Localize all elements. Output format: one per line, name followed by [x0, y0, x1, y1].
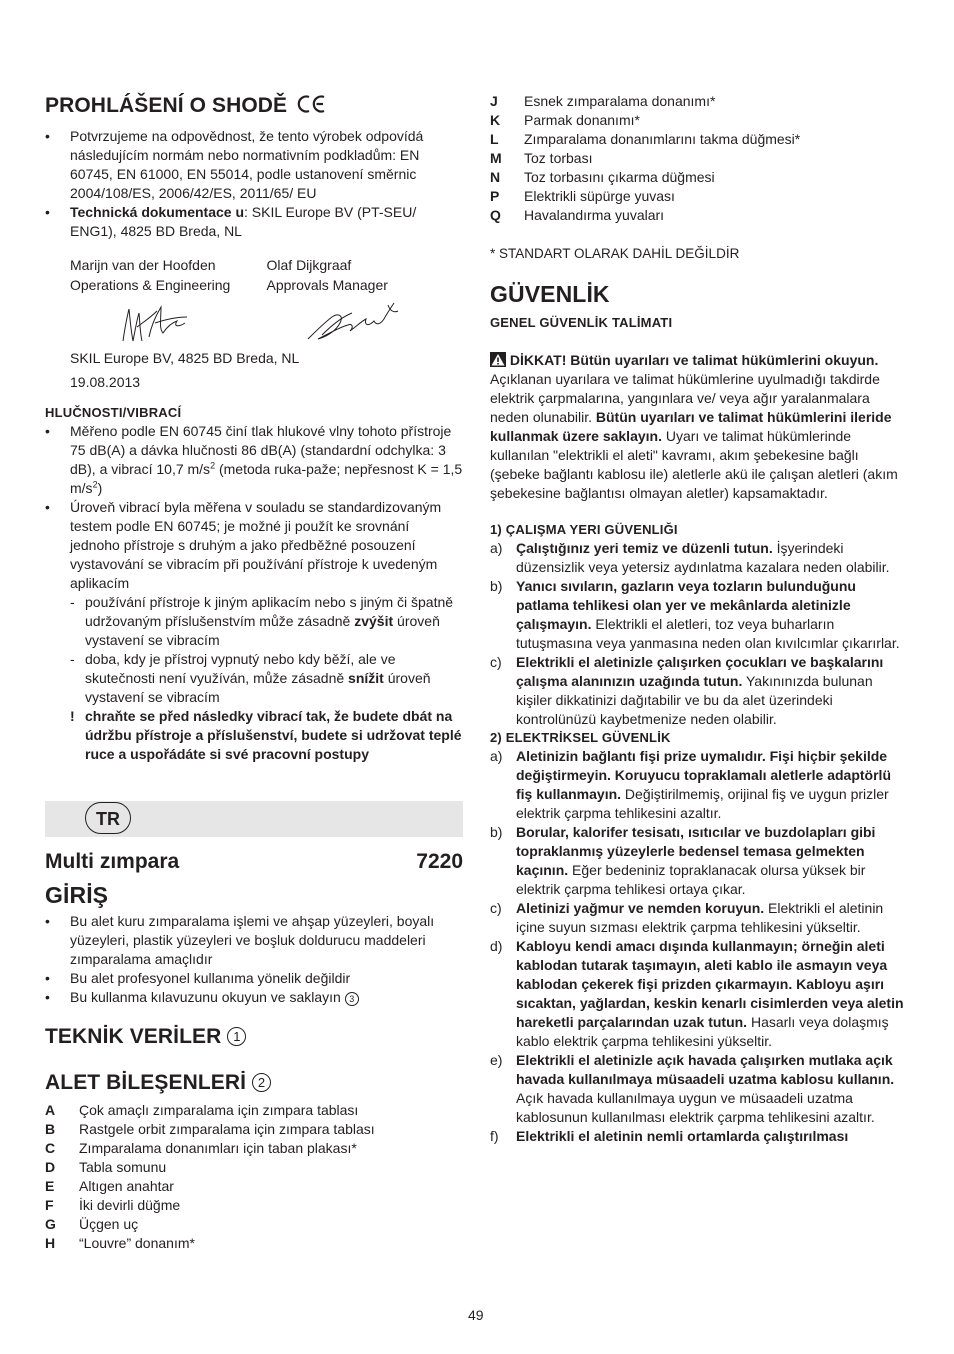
warning-icon: [490, 352, 506, 367]
language-badge: TR: [85, 802, 131, 834]
signer: Olaf Dijkgraaf Approvals Manager: [266, 257, 388, 293]
ce-mark-icon: [297, 94, 327, 114]
signature-image: [115, 297, 195, 351]
tech-data-title: TEKNİK VERİLER 1: [45, 1024, 463, 1050]
part-item: D Tabla somunu: [45, 1159, 167, 1175]
part-item: B Rastgele orbit zımparalama için zımpara tablası: [45, 1121, 375, 1137]
safety-rule: b) Borular, kalorifer tesisatı, ısıtıcılar ve buzdolapları gibi topraklanmış yüzeylerle bedensel temasa gelmekten kaçının. Eğer bedeniniz topraklanacak olursa yüksek bir elektrik çarpma tehlikesi ortaya çıkar.: [490, 824, 876, 897]
product-name: Multi zımpara: [45, 850, 180, 873]
safety-rule: d) Kabloyu kendi amacı dışında kullanmayın; örneğin aleti kablodan tutarak taşımayın, aleti kablo ile asmayın veya kablodan çekerek fişi prizden çıkarmayın. Kabloyu aşırı sıcaktan, yağlardan, keskin kenarlı cisimlerden veya aletin hareketli parçalarından uzak tutun. Hasarlı veya dolaşmış kablo elektrik çarpma tehlikesini yükseltir.: [490, 938, 904, 1049]
right-column: [490, 92, 910, 1146]
left-column: [45, 92, 463, 1253]
part-item: A Çok amaçlı zımparalama için zımpara tablası: [45, 1102, 359, 1118]
ref-number: 2: [252, 1073, 271, 1092]
noise-vibration-heading: HLUČNOSTI/VIBRACÍ: [45, 405, 182, 420]
safety-rule: f) Elektrikli el aletinin nemli ortamlarda çalıştırılması: [490, 1128, 849, 1144]
declaration-date: 19.08.2013: [70, 374, 141, 390]
safety-rule: c) Aletinizi yağmur ve nemden koruyun. Elektrikli el aletinin içine suyun sızması elektrik çarpma tehlikesini yükseltir.: [490, 900, 884, 935]
tool-parts-title: ALET BİLEŞENLERİ 2: [45, 1070, 463, 1096]
noise-warning-item: ! chraňte se před následky vibrací tak, že budete dbát na údržbu přístroje a příslušenství, budete si udržovat teplé ruce a uspořádáte si své pracovní postupy: [70, 708, 462, 762]
safety-rule: a) Aletinizin bağlantı fişi prize uymalıdır. Fişi hiçbir şekilde değiştirmeyin. Koruyucu topraklamalı aletlerle adaptörlü fiş kullanmayın. Değiştirilmemiş, orijinal fiş ve uygun prizler elektrik çarpma tehlikesini azaltır.: [490, 748, 891, 821]
signature-image: [302, 295, 402, 347]
part-item: F İki devirli düğme: [45, 1197, 181, 1213]
part-item: P Elektrikli süpürge yuvası: [490, 188, 675, 204]
part-item: Q Havalandırma yuvaları: [490, 207, 665, 223]
safety-rule: a) Çalıştığınız yeri temiz ve düzenli tutun. İşyerindeki düzensizlik veya yetersiz aydınlatma kazalara neden olabilir.: [490, 540, 890, 575]
intro-item: • Bu kullanma kılavuzunu okuyun ve saklayın 3: [45, 988, 463, 1007]
part-item: G Üçgen uç: [45, 1216, 139, 1232]
general-warning-paragraph: DİKKAT! Bütün uyarıları ve talimat hükümlerini okuyun. Açıklanan uyarılara ve talimat hükümlerine uyulmadığı takdirde elektrik çarpmalarına, yangınlara ve/ veya ağır yaralanmalara neden olunabilir. Bütün uyarıları ve talimat hükümlerini ileride kullanmak üzere saklayın. Uyarı ve talimat hükümlerinde kullanılan "elektrikli el aleti" kavramı, akım şebekesine bağlı (şebeke bağlantı kablosu ile) aletlerle akü ile çalışan aletleri (akım şebekesine bağlantısı olmayan aletler) kapsamaktadır.: [490, 352, 898, 501]
declaration-title: PROHLÁŠENÍ O SHODĚ: [45, 93, 463, 119]
product-code: 7220: [416, 850, 463, 873]
page-number: 49: [468, 1307, 484, 1323]
parts-list-continued: [490, 92, 910, 225]
declaration-item: • Technická dokumentace u: SKIL Europe BV (PT-SEU/ ENG1), 4825 BD Breda, NL: [45, 204, 417, 239]
ref-number: 3: [345, 992, 359, 1006]
part-item: E Altıgen anahtar: [45, 1178, 174, 1194]
language-band: [45, 801, 463, 837]
part-item: L Zımparalama donanımlarını takma düğmesi*: [490, 131, 801, 147]
noise-dash-item: - doba, kdy je přístroj vypnutý nebo kdy běží, ale ve skutečnosti není využíván, může zásadně snížit úroveň vystavení se vibracím: [70, 651, 431, 705]
intro-item: • Bu alet kuru zımparalama işlemi ve ahşap yüzeyleri, boyalı yüzeyleri, plastik yüzeyleri ve boşluk doldurucu maddeleri zımparalama amaçlıdır: [45, 913, 435, 967]
declaration-item: • Potvrzujeme na odpovědnost, že tento výrobek odpovídá následujícím normám nebo normativním podkladům: EN 60745, EN 61000, EN 55014, podle ustanovení směrnic 2004/108/ES, 2006/42/ES, 2011/65/ EU: [45, 128, 424, 201]
safety-rule: c) Elektrikli el aletinizle çalışırken çocukları ve başkalarını çalışma alanınızın uzağında tutun. Yakınınızda bulunan kişiler dikkatinizi dağıtabilir ve bu da alet üzerindeki kontrolünüzü kaybetmenize neden olabilir.: [490, 654, 884, 727]
part-item: C Zımparalama donanımları için taban plakası*: [45, 1140, 357, 1156]
not-included-note: * STANDART OLARAK DAHİL DEĞİLDİR: [490, 246, 740, 261]
noise-bullet: • Úroveň vibrací byla měřena v souladu se standardizovaným testem podle EN 60745; je možné ji použít ke srovnání jednoho přístroje s druhým a jako předběžné posouzení vystavování se vibracím při používání přístroje k uvedeným aplikacím: [45, 499, 442, 591]
product-header: [45, 849, 463, 875]
intro-item: • Bu alet profesyonel kullanıma yönelik değildir: [45, 970, 351, 986]
part-item: M Toz torbası: [490, 150, 593, 166]
electrical-safety-heading: 2) ELEKTRİKSEL GÜVENLİK: [490, 730, 671, 745]
part-item: K Parmak donanımı*: [490, 112, 640, 128]
safety-rule: b) Yanıcı sıvıların, gazların veya tozların bulunduğunu patlama tehlikesi olan yer ve mekânlarda aletinizle çalışmayın. Elektrikli el aletleri, toz veya buharların tutuşmasına veya yanmasına neden olan kıvılcımlar çıkarırlar.: [490, 578, 900, 651]
general-safety-heading: GENEL GÜVENLİK TALİMATI: [490, 315, 673, 330]
signer: Marijn van der Hoofden Operations & Engineering: [70, 257, 231, 293]
part-item: J Esnek zımparalama donanımı*: [490, 93, 716, 109]
company-address: SKIL Europe BV, 4825 BD Breda, NL: [70, 350, 300, 366]
intro-title: GİRİŞ: [45, 882, 109, 908]
noise-dash-item: - používání přístroje k jiným aplikacím nebo s jiným či špatně udržovaným příslušenstvím může zásadně zvýšit úroveň vystavení se vibracím: [70, 594, 454, 648]
parts-list: [45, 1101, 463, 1253]
safety-title: GÜVENLİK: [490, 281, 610, 307]
signature-area: [70, 295, 463, 347]
work-area-safety-heading: 1) ÇALIŞMA YERI GÜVENLIĞI: [490, 522, 678, 537]
signatories: [70, 255, 463, 295]
safety-rule: e) Elektrikli el aletinizle açık havada çalışırken mutlaka açık havada kullanılmaya müsaadeli uzatma kablosu kullanın. Açık havada kullanılmaya uygun ve müsaadeli uzatma kablosunun kullanılması elektrik çarpma tehlikesini azaltır.: [490, 1052, 895, 1125]
part-item: N Toz torbasını çıkarma düğmesi: [490, 169, 715, 185]
ref-number: 1: [227, 1027, 246, 1046]
part-item: H “Louvre” donanım*: [45, 1235, 195, 1251]
noise-bullet: • Měřeno podle EN 60745 činí tlak hlukové vlny tohoto přístroje 75 dB(A) a dávka hlučnosti 86 dB(A) (standardní odchylka: 3 dB), a vibrací 10,7 $m/s^2$ (metoda ruka-paže; nepřesnost K = 1,5 $m/s^2$): [45, 423, 463, 496]
